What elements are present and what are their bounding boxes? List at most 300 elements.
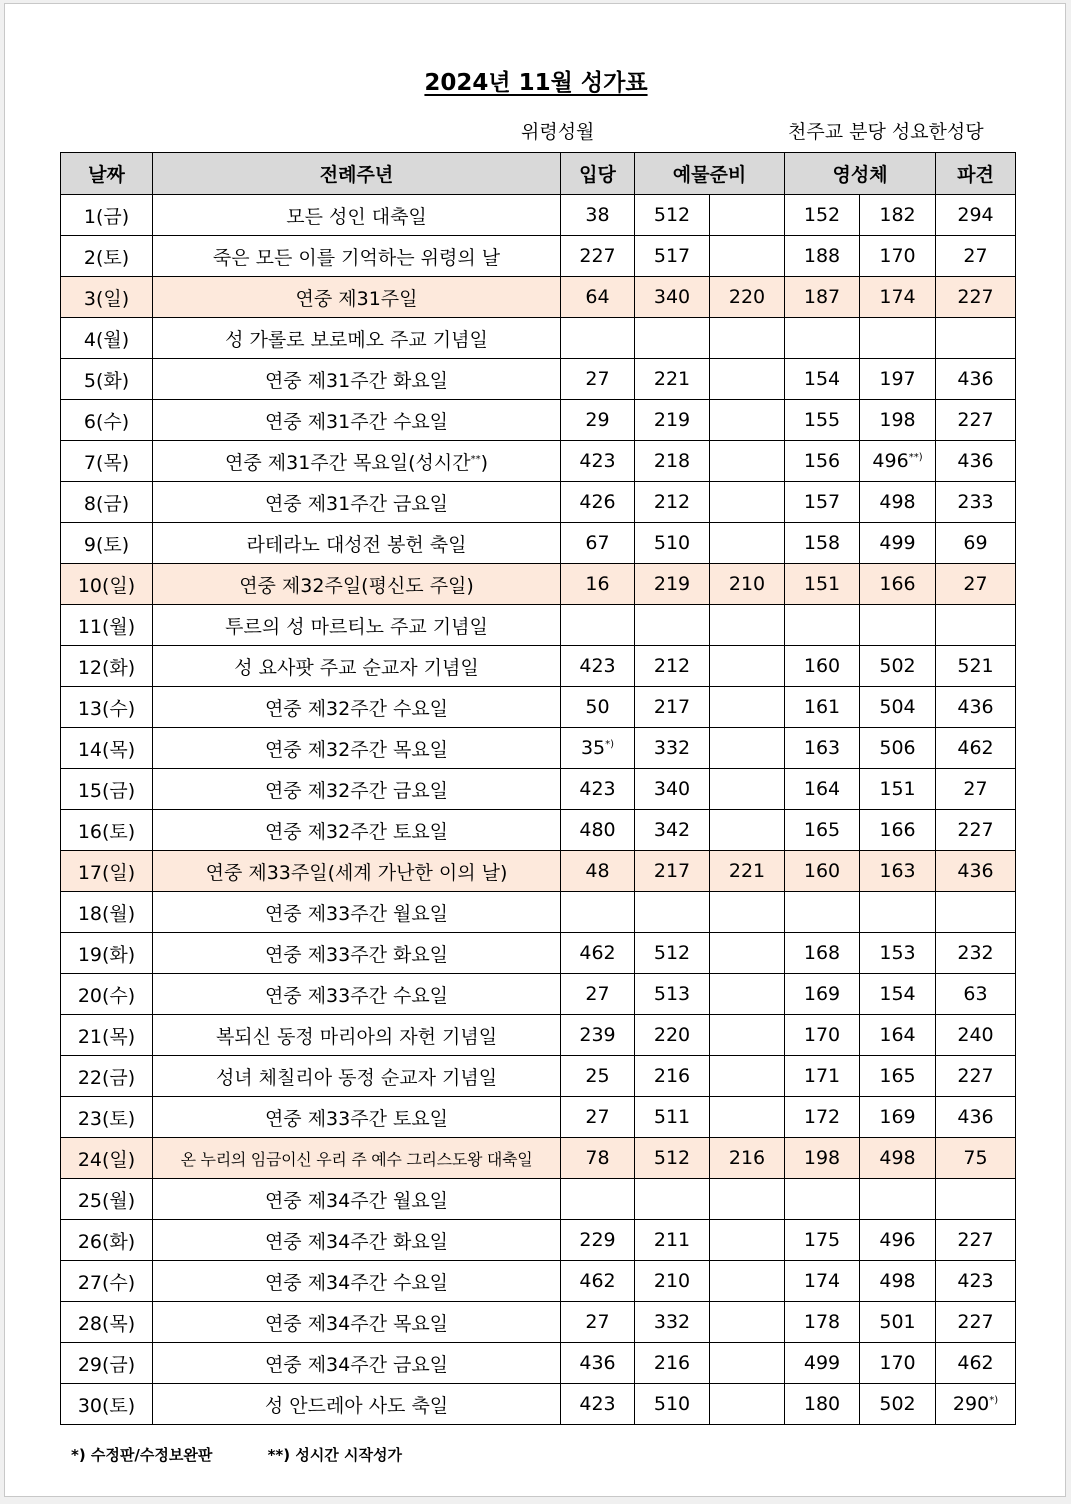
- liturgy-cell-text: 연중 제32주간 목요일: [264, 738, 449, 761]
- communion-cell-1-text: 156: [803, 450, 841, 472]
- offertory-cell-2: [710, 810, 785, 851]
- offertory-cell-1-text: 512: [653, 204, 691, 226]
- communion-cell-1-text: 154: [803, 368, 841, 390]
- liturgy-cell: [153, 1302, 561, 1343]
- entrance-cell-text: 423: [579, 655, 616, 677]
- entrance-cell: [561, 1179, 635, 1220]
- date-cell: [61, 523, 153, 564]
- offertory-cell-2: [710, 236, 785, 277]
- date-cell-text: 4(월): [83, 328, 130, 351]
- communion-cell-2-text: 504: [879, 696, 916, 718]
- date-cell-text: 12(화): [77, 656, 136, 679]
- entrance-cell-text: 27: [585, 368, 610, 390]
- month-subtitle: 위령성월: [521, 121, 595, 143]
- offertory-cell-2: [710, 195, 785, 236]
- date-cell-text: 16(토): [77, 820, 136, 843]
- liturgy-cell: [153, 1056, 561, 1097]
- communion-cell-1-text: 163: [803, 737, 841, 759]
- header-liturgy: 전례주년: [153, 153, 561, 195]
- offertory-cell-1-text: 517: [653, 245, 691, 267]
- offertory-cell-1: [635, 1056, 710, 1097]
- entrance-cell: [561, 974, 635, 1015]
- communion-cell-2-text: 198: [879, 409, 916, 431]
- dismissal-cell: [936, 564, 1016, 605]
- communion-cell-1: [785, 605, 860, 646]
- table-row: [61, 400, 1016, 441]
- entrance-cell: [561, 441, 635, 482]
- date-cell-text: 6(수): [83, 410, 130, 433]
- table-row: [61, 359, 1016, 400]
- church-name: 천주교 분당 성요한성당: [788, 121, 984, 143]
- date-cell-text: 9(토): [83, 533, 130, 556]
- dismissal-cell: [936, 482, 1016, 523]
- dismissal-cell: [936, 1261, 1016, 1302]
- communion-cell-1: [785, 687, 860, 728]
- liturgy-cell: [153, 482, 561, 523]
- entrance-cell: [561, 1097, 635, 1138]
- date-cell: [61, 195, 153, 236]
- date-cell: [61, 1261, 153, 1302]
- entrance-cell-text: 48: [585, 860, 610, 882]
- liturgy-cell: [153, 974, 561, 1015]
- dismissal-cell: [936, 728, 1016, 769]
- table-row: [61, 646, 1016, 687]
- communion-cell-2-text: 498: [879, 491, 916, 513]
- communion-cell-1: [785, 1302, 860, 1343]
- communion-cell-2: [860, 523, 936, 564]
- communion-cell-1-text: 157: [803, 491, 841, 513]
- communion-cell-2: [860, 646, 936, 687]
- liturgy-cell-text: 연중 제31주간 수요일: [264, 410, 449, 433]
- liturgy-cell-text: 성 안드레아 사도 축일: [264, 1394, 449, 1417]
- table-row: [61, 236, 1016, 277]
- communion-cell-2-text: 153: [879, 942, 916, 964]
- date-cell-text: 24(일): [77, 1148, 136, 1171]
- table-body: [61, 195, 1016, 1425]
- communion-cell-1: [785, 1261, 860, 1302]
- communion-cell-2: [860, 769, 936, 810]
- date-cell-text: 11(월): [77, 615, 136, 638]
- table-row: [61, 810, 1016, 851]
- liturgy-cell-text: 연중 제31주간 목요일(성시간: [225, 451, 471, 474]
- footnote-mark: **: [470, 453, 481, 465]
- date-cell-text: 17(일): [77, 861, 136, 884]
- communion-cell-1: [785, 1179, 860, 1220]
- dismissal-cell: [936, 1384, 1016, 1425]
- offertory-cell-1: [635, 195, 710, 236]
- communion-cell-2-text: 506: [879, 737, 916, 759]
- communion-cell-2-text: 151: [879, 778, 916, 800]
- table-row: [61, 1138, 1016, 1179]
- offertory-cell-1: [635, 1220, 710, 1261]
- date-cell: [61, 441, 153, 482]
- entrance-cell-text: 480: [579, 819, 616, 841]
- dismissal-cell-text: 423: [957, 1270, 994, 1292]
- communion-cell-1-text: 161: [803, 696, 841, 718]
- table-row: [61, 523, 1016, 564]
- offertory-cell-1: [635, 810, 710, 851]
- communion-cell-2-text: 498: [879, 1147, 916, 1169]
- communion-cell-2: [860, 1302, 936, 1343]
- liturgy-cell: [153, 441, 561, 482]
- table-row: [61, 1220, 1016, 1261]
- date-cell-text: 26(화): [77, 1230, 136, 1253]
- offertory-cell-1-text: 512: [653, 942, 691, 964]
- communion-cell-1-text: 174: [803, 1270, 841, 1292]
- liturgy-cell-text: 연중 제32주일(평신도 주일): [239, 574, 474, 597]
- offertory-cell-1-text: 212: [653, 655, 691, 677]
- entrance-cell: [561, 1015, 635, 1056]
- liturgy-cell-text: 연중 제33주간 화요일: [264, 943, 449, 966]
- entrance-cell-text: 50: [585, 696, 610, 718]
- communion-cell-2: [860, 236, 936, 277]
- offertory-cell-1-text: 511: [653, 1106, 691, 1128]
- date-cell-text: 15(금): [77, 779, 136, 802]
- offertory-cell-2: [710, 687, 785, 728]
- date-cell-text: 8(금): [83, 492, 130, 515]
- dismissal-cell: [936, 1015, 1016, 1056]
- date-cell: [61, 1179, 153, 1220]
- liturgy-cell: [153, 400, 561, 441]
- entrance-cell-text: 239: [579, 1024, 616, 1046]
- dismissal-cell: [936, 769, 1016, 810]
- communion-cell-2-text: 499: [879, 532, 916, 554]
- header-dismissal: 파견: [936, 153, 1016, 195]
- offertory-cell-1-text: 332: [653, 737, 691, 759]
- communion-cell-1-text: 165: [803, 819, 841, 841]
- liturgy-cell: [153, 523, 561, 564]
- dismissal-cell-text: 240: [957, 1024, 994, 1046]
- liturgy-cell-text: 온 누리의 임금이신 우리 주 예수 그리스도왕 대축일: [180, 1149, 533, 1169]
- communion-cell-2: [860, 195, 936, 236]
- dismissal-cell: [936, 523, 1016, 564]
- date-cell-text: 10(일): [77, 574, 136, 597]
- liturgy-cell-text: 모든 성인 대축일: [286, 205, 427, 228]
- communion-cell-1-text: 178: [803, 1311, 841, 1333]
- entrance-cell-text: 426: [579, 491, 616, 513]
- date-cell: [61, 605, 153, 646]
- table-row: [61, 687, 1016, 728]
- communion-cell-1-text: 180: [803, 1393, 841, 1415]
- offertory-cell-1-text: 219: [653, 573, 691, 595]
- entrance-cell-text: 27: [585, 983, 610, 1005]
- liturgy-cell-text: 연중 제32주간 토요일: [264, 820, 449, 843]
- date-cell: [61, 482, 153, 523]
- communion-cell-1-text: 188: [803, 245, 841, 267]
- offertory-cell-2: [710, 1302, 785, 1343]
- liturgy-cell: [153, 195, 561, 236]
- liturgy-cell: [153, 605, 561, 646]
- communion-cell-2-text: 502: [879, 655, 916, 677]
- table-row: [61, 1261, 1016, 1302]
- offertory-cell-1: [635, 564, 710, 605]
- document-page: [4, 3, 1066, 1497]
- communion-cell-1: [785, 933, 860, 974]
- offertory-cell-2: [710, 769, 785, 810]
- communion-cell-2-text: 197: [879, 368, 916, 390]
- offertory-cell-1: [635, 769, 710, 810]
- offertory-cell-2-text: 221: [728, 860, 766, 882]
- table-row: [61, 1015, 1016, 1056]
- communion-cell-1-text: 164: [803, 778, 841, 800]
- date-cell: [61, 1097, 153, 1138]
- dismissal-cell: [936, 277, 1016, 318]
- offertory-cell-1-text: 217: [653, 860, 691, 882]
- dismissal-cell-text: 233: [957, 491, 994, 513]
- liturgy-cell: [153, 1261, 561, 1302]
- entrance-cell-text: 436: [579, 1352, 616, 1374]
- entrance-cell-text: 423: [579, 1393, 616, 1415]
- date-cell-text: 14(목): [77, 738, 136, 761]
- date-cell-text: 2(토): [83, 246, 130, 269]
- communion-cell-1-text: 152: [803, 204, 841, 226]
- communion-cell-1-text: 170: [803, 1024, 841, 1046]
- date-cell: [61, 1302, 153, 1343]
- liturgy-cell-text: 연중 제34주간 화요일: [264, 1230, 449, 1253]
- dismissal-cell: [936, 687, 1016, 728]
- offertory-cell-2: [710, 318, 785, 359]
- entrance-cell-text: 64: [585, 286, 610, 308]
- dismissal-cell: [936, 892, 1016, 933]
- liturgy-cell-text: 연중 제34주간 월요일: [264, 1189, 449, 1212]
- offertory-cell-1: [635, 605, 710, 646]
- offertory-cell-1-text: 512: [653, 1147, 691, 1169]
- dismissal-cell-text: 27: [963, 573, 988, 595]
- date-cell: [61, 851, 153, 892]
- dismissal-cell: [936, 810, 1016, 851]
- communion-cell-1-text: 172: [803, 1106, 841, 1128]
- liturgy-cell-text: 연중 제34주간 목요일: [264, 1312, 449, 1335]
- date-cell-text: 13(수): [77, 697, 136, 720]
- entrance-cell: [561, 605, 635, 646]
- offertory-cell-1: [635, 1015, 710, 1056]
- communion-cell-2: [860, 933, 936, 974]
- liturgy-cell-text: 투르의 성 마르티노 주교 기념일: [225, 615, 488, 638]
- dismissal-cell-text: 227: [957, 1065, 994, 1087]
- communion-cell-2-text: 496: [879, 1229, 916, 1251]
- communion-cell-2: [860, 974, 936, 1015]
- table-row: [61, 1097, 1016, 1138]
- liturgy-cell: [153, 318, 561, 359]
- footnote-holy-hour: **) 성시간 시작성가: [267, 1446, 402, 1464]
- offertory-cell-1: [635, 646, 710, 687]
- dismissal-cell: [936, 1179, 1016, 1220]
- entrance-cell-text: 29: [585, 409, 610, 431]
- dismissal-cell: [936, 1220, 1016, 1261]
- date-cell: [61, 892, 153, 933]
- communion-cell-1: [785, 400, 860, 441]
- liturgy-cell: [153, 277, 561, 318]
- liturgy-cell: [153, 1097, 561, 1138]
- communion-cell-1: [785, 892, 860, 933]
- offertory-cell-1-text: 216: [653, 1065, 691, 1087]
- communion-cell-1: [785, 1343, 860, 1384]
- dismissal-cell: [936, 1056, 1016, 1097]
- offertory-cell-1: [635, 441, 710, 482]
- date-cell: [61, 400, 153, 441]
- entrance-cell: [561, 400, 635, 441]
- liturgy-cell: [153, 687, 561, 728]
- communion-cell-1: [785, 851, 860, 892]
- communion-cell-2-text: 174: [879, 286, 916, 308]
- entrance-cell: [561, 892, 635, 933]
- entrance-cell: [561, 933, 635, 974]
- communion-cell-2-text: 170: [879, 1352, 916, 1374]
- communion-cell-2-text: 163: [879, 860, 916, 882]
- communion-cell-2: [860, 359, 936, 400]
- communion-cell-1: [785, 1138, 860, 1179]
- liturgy-cell: [153, 1138, 561, 1179]
- offertory-cell-1-text: 219: [653, 409, 691, 431]
- table-row: [61, 892, 1016, 933]
- date-cell-text: 21(목): [77, 1025, 136, 1048]
- dismissal-cell-text: 27: [963, 245, 988, 267]
- offertory-cell-2: [710, 1261, 785, 1302]
- offertory-cell-2: [710, 1220, 785, 1261]
- communion-cell-1: [785, 523, 860, 564]
- liturgy-cell-text: 연중 제34주간 금요일: [264, 1353, 449, 1376]
- dismissal-cell: [936, 400, 1016, 441]
- offertory-cell-2: [710, 1384, 785, 1425]
- footnote-mark: *): [605, 739, 615, 750]
- communion-cell-2: [860, 605, 936, 646]
- communion-cell-2: [860, 892, 936, 933]
- liturgy-cell-text: 연중 제34주간 수요일: [264, 1271, 449, 1294]
- offertory-cell-1: [635, 1179, 710, 1220]
- date-cell-text: 25(월): [77, 1189, 136, 1212]
- communion-cell-2: [860, 441, 936, 482]
- offertory-cell-1-text: 220: [653, 1024, 691, 1046]
- date-cell: [61, 1056, 153, 1097]
- entrance-cell-text: 27: [585, 1311, 610, 1333]
- dismissal-cell: [936, 236, 1016, 277]
- communion-cell-2-text: 496: [872, 450, 909, 472]
- offertory-cell-1-text: 513: [653, 983, 691, 1005]
- dismissal-cell: [936, 974, 1016, 1015]
- dismissal-cell-text: 227: [957, 286, 994, 308]
- offertory-cell-2-text: 210: [728, 573, 766, 595]
- dismissal-cell-text: 227: [957, 819, 994, 841]
- liturgy-cell: [153, 236, 561, 277]
- entrance-cell: [561, 1056, 635, 1097]
- communion-cell-1: [785, 769, 860, 810]
- entrance-cell-text: 462: [579, 1270, 616, 1292]
- liturgy-cell: [153, 564, 561, 605]
- communion-cell-1: [785, 318, 860, 359]
- table-row: [61, 1343, 1016, 1384]
- dismissal-cell-text: 436: [957, 1106, 994, 1128]
- offertory-cell-2: [710, 523, 785, 564]
- entrance-cell-text: 35: [580, 737, 606, 759]
- liturgy-cell: [153, 1179, 561, 1220]
- communion-cell-2-text: 166: [879, 819, 916, 841]
- table-row: [61, 1384, 1016, 1425]
- date-cell: [61, 359, 153, 400]
- dismissal-cell: [936, 195, 1016, 236]
- communion-cell-1: [785, 441, 860, 482]
- entrance-cell-text: 78: [585, 1147, 610, 1169]
- liturgy-cell-suffix: ): [480, 451, 488, 474]
- communion-cell-1-text: 187: [803, 286, 841, 308]
- footnotes: [71, 1444, 402, 1465]
- offertory-cell-2: [710, 933, 785, 974]
- table-row: [61, 1302, 1016, 1343]
- entrance-cell: [561, 318, 635, 359]
- offertory-cell-2: [710, 1179, 785, 1220]
- entrance-cell: [561, 523, 635, 564]
- offertory-cell-2: [710, 728, 785, 769]
- date-cell: [61, 318, 153, 359]
- title-text: 2024년 11월 성가표: [424, 70, 648, 96]
- date-cell-text: 22(금): [77, 1066, 136, 1089]
- liturgy-cell: [153, 851, 561, 892]
- entrance-cell-text: 462: [579, 942, 616, 964]
- liturgy-cell-text: 연중 제32주간 금요일: [264, 779, 449, 802]
- date-cell: [61, 564, 153, 605]
- communion-cell-2-text: 170: [879, 245, 916, 267]
- offertory-cell-2: [710, 400, 785, 441]
- offertory-cell-1: [635, 277, 710, 318]
- entrance-cell: [561, 728, 635, 769]
- date-cell-text: 27(수): [77, 1271, 136, 1294]
- offertory-cell-1: [635, 400, 710, 441]
- date-cell: [61, 810, 153, 851]
- communion-cell-2: [860, 1015, 936, 1056]
- offertory-cell-2: [710, 482, 785, 523]
- dismissal-cell-text: 232: [957, 942, 994, 964]
- liturgy-cell-text: 라테라노 대성전 봉헌 축일: [246, 533, 467, 556]
- liturgy-cell-text: 성 가롤로 보로메오 주교 기념일: [225, 328, 488, 351]
- communion-cell-2: [860, 1384, 936, 1425]
- communion-cell-2-text: 501: [879, 1311, 916, 1333]
- dismissal-cell: [936, 359, 1016, 400]
- communion-cell-2-text: 169: [879, 1106, 916, 1128]
- liturgy-cell-text: 연중 제33주일(세계 가난한 이의 날): [205, 861, 508, 884]
- date-cell: [61, 769, 153, 810]
- dismissal-cell: [936, 605, 1016, 646]
- offertory-cell-1: [635, 1138, 710, 1179]
- communion-cell-1: [785, 646, 860, 687]
- communion-cell-2-text: 154: [879, 983, 916, 1005]
- offertory-cell-1-text: 510: [653, 1393, 691, 1415]
- communion-cell-2: [860, 810, 936, 851]
- offertory-cell-1-text: 340: [653, 778, 691, 800]
- offertory-cell-2: [710, 277, 785, 318]
- table-row: [61, 974, 1016, 1015]
- date-cell: [61, 277, 153, 318]
- entrance-cell: [561, 1384, 635, 1425]
- communion-cell-1: [785, 1220, 860, 1261]
- header-row: [61, 153, 1016, 195]
- dismissal-cell: [936, 1343, 1016, 1384]
- entrance-cell: [561, 1343, 635, 1384]
- liturgy-cell: [153, 728, 561, 769]
- entrance-cell-text: 227: [579, 245, 616, 267]
- offertory-cell-1-text: 332: [653, 1311, 691, 1333]
- communion-cell-2-text: 164: [879, 1024, 916, 1046]
- communion-cell-1-text: 499: [803, 1352, 841, 1374]
- table-row: [61, 933, 1016, 974]
- communion-cell-2: [860, 687, 936, 728]
- date-cell: [61, 933, 153, 974]
- dismissal-cell-text: 75: [963, 1147, 988, 1169]
- dismissal-cell-text: 294: [957, 204, 994, 226]
- communion-cell-1: [785, 195, 860, 236]
- communion-cell-1-text: 158: [803, 532, 841, 554]
- entrance-cell: [561, 195, 635, 236]
- offertory-cell-2: [710, 646, 785, 687]
- entrance-cell-text: 16: [585, 573, 610, 595]
